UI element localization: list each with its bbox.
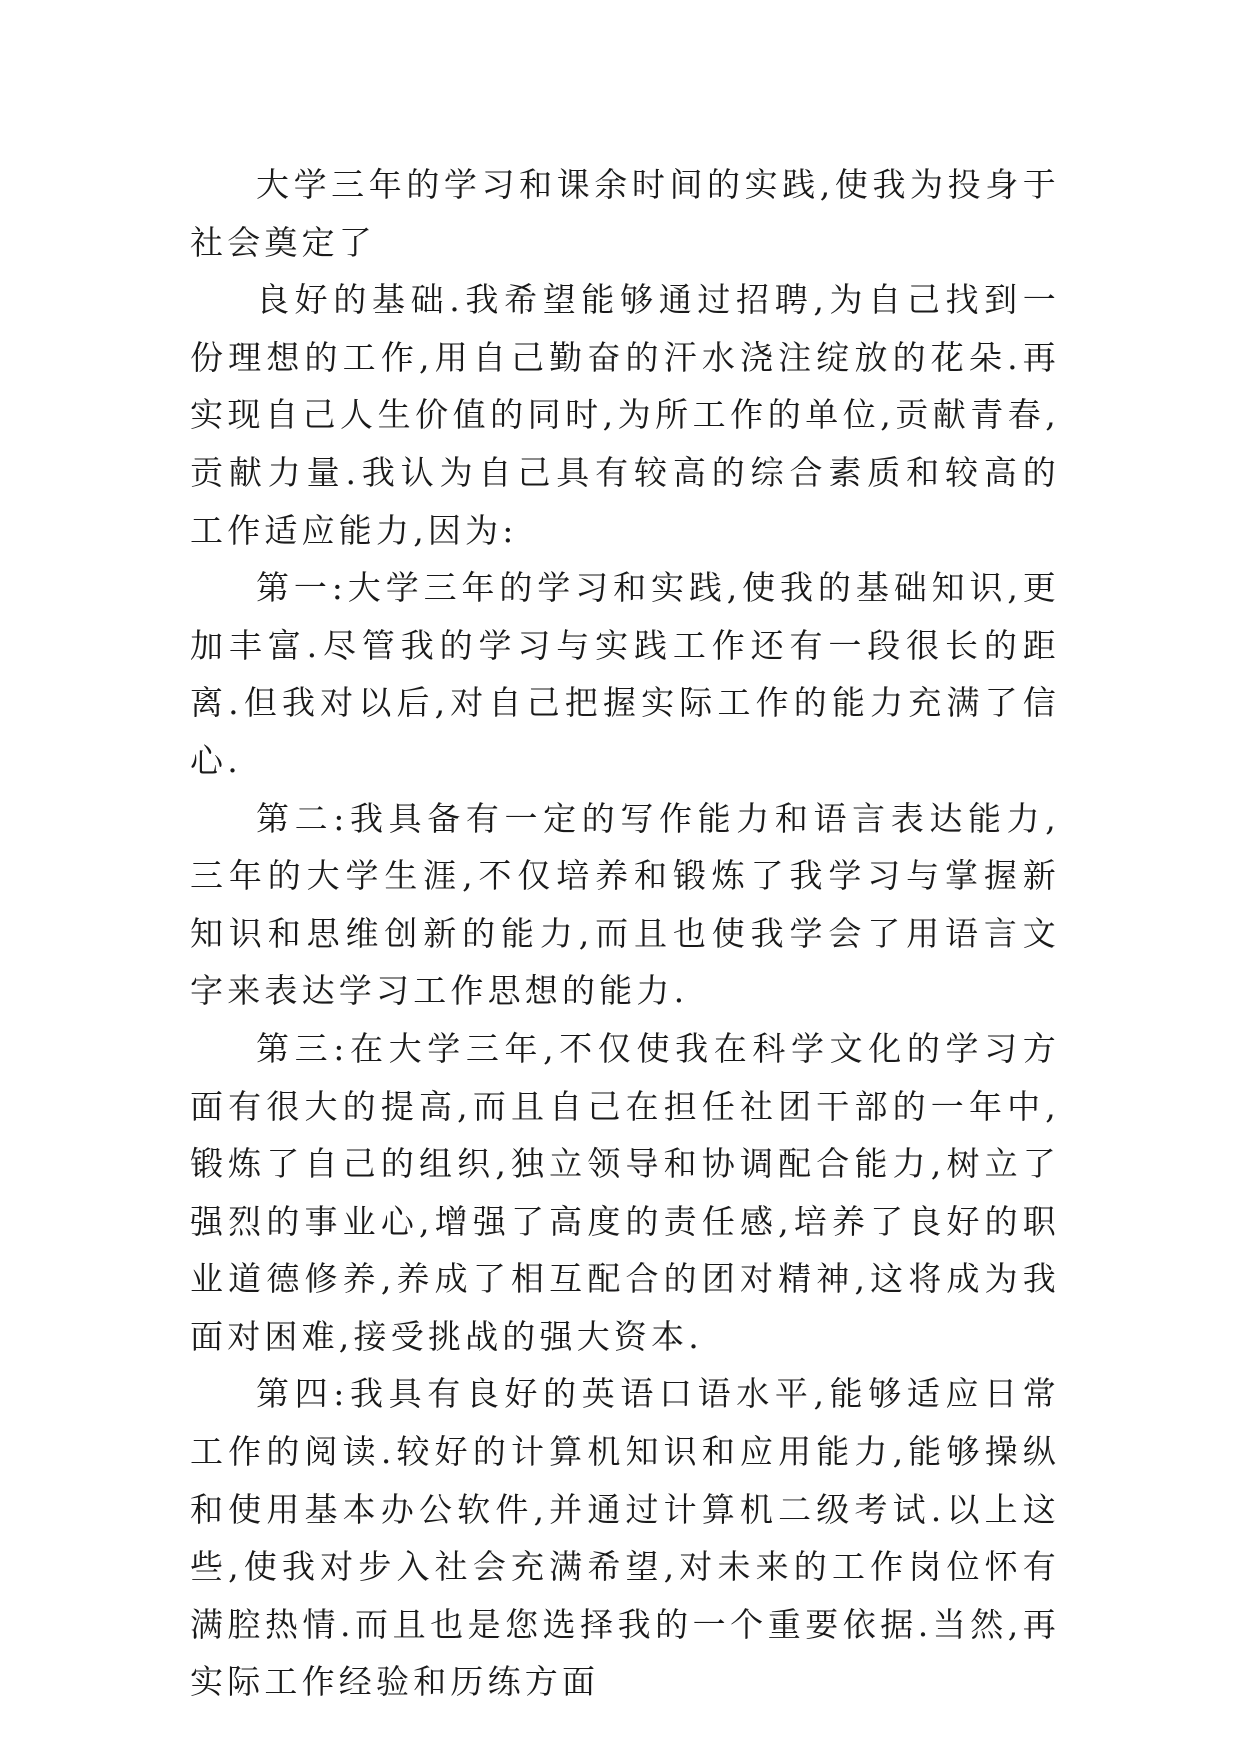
paragraph-point-one: 第一:大学三年的学习和实践,使我的基础知识,更加丰富.尽管我的学习与实践工作还有一段很长的距离.但我对以后,对自己把握实际工作的能力充满了信心. (190, 568, 1060, 780)
document-body (190, 156, 1060, 1711)
paragraph-goal: 良好的基础.我希望能够通过招聘,为自己找到一份理想的工作,用自己勤奋的汗水浇注绽放的花朵.再实现自己人生价值的同时,为所工作的单位,贡献青春,贡献力量.我认为自己具有较高的综合素质和较高的工作适应能力,因为: (190, 280, 1060, 550)
paragraph-point-three: 第三:在大学三年,不仅使我在科学文化的学习方面有很大的提高,而且自己在担任社团干部的一年中,锻炼了自己的组织,独立领导和协调配合能力,树立了强烈的事业心,增强了高度的责任感,培养了良好的职业道德修养,养成了相互配合的团对精神,这将成为我面对困难,接受挑战的强大资本. (190, 1028, 1060, 1356)
paragraph-point-two: 第二:我具备有一定的写作能力和语言表达能力,三年的大学生涯,不仅培养和锻炼了我学习与掌握新知识和思维创新的能力,而且也使我学会了用语言文字来表达学习工作思想的能力. (190, 798, 1060, 1011)
paragraph-point-four: 第四:我具有良好的英语口语水平,能够适应日常工作的阅读.较好的计算机知识和应用能力,能够操纵和使用基本办公软件,并通过计算机二级考试.以上这些,使我对步入社会充满希望,对未来的工作岗位怀有满腔热情.而且也是您选择我的一个重要依据.当然,再实际工作经验和历练方面 (190, 1374, 1060, 1702)
paragraph-intro: 大学三年的学习和课余时间的实践,使我为投身于社会奠定了 (190, 165, 1060, 262)
